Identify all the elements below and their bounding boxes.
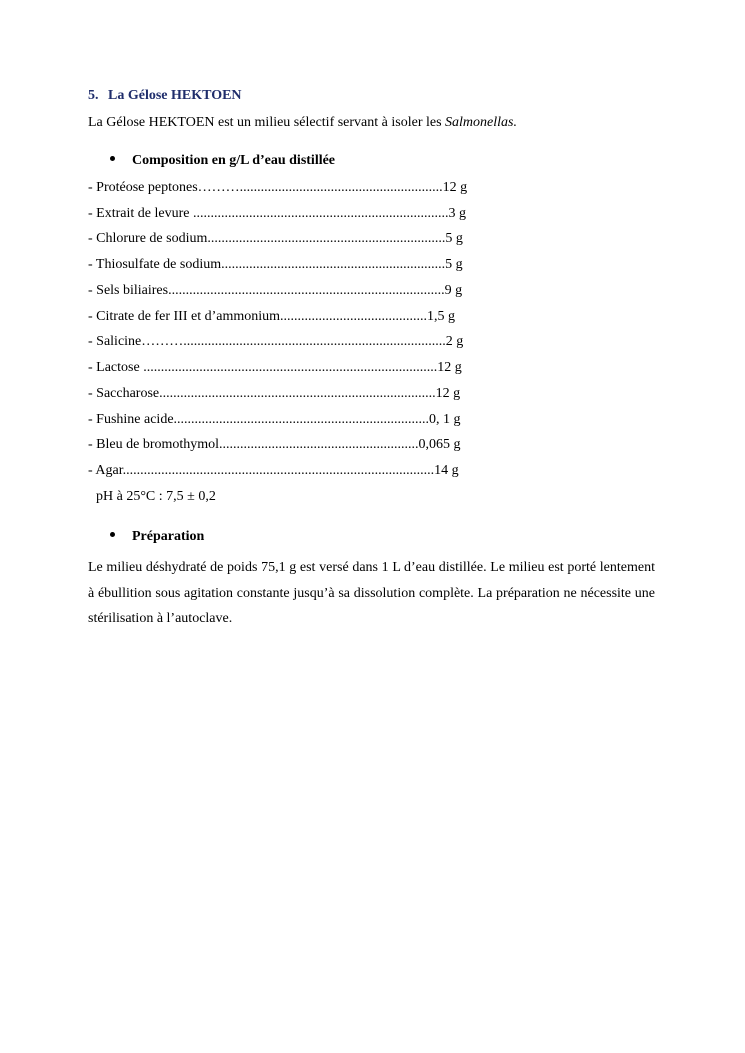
preparation-paragraph: Le milieu déshydraté de poids 75,1 g est versé dans 1 L d’eau distillée. Le milieu est porté lentement à ébullition sous agitation constante jusqu’à sa dissolution complète. La préparation ne nécessite une stérilisation à l’autoclave. [88, 560, 655, 626]
item-text: - Citrate de fer III et d’ammonium..........................................1,5 g [88, 309, 456, 324]
intro-italic: Salmonellas. [445, 115, 517, 130]
composition-item [88, 283, 462, 299]
composition-item [88, 257, 463, 273]
composition-title: Composition en g/L d’eau distillée [132, 153, 336, 168]
item-text: - Chlorure de sodium....................................................................5 g [88, 231, 463, 246]
item-text: - Bleu de bromothymol.........................................................0,065 g [88, 437, 461, 452]
item-text: - Agar.........................................................................................14 g [88, 463, 459, 478]
preparation-title: Préparation [132, 529, 205, 544]
section-title: La Gélose HEKTOEN [108, 88, 242, 103]
ph-value: pH à 25°C : 7,5 ± 0,2 [96, 489, 216, 504]
item-text: - Thiosulfate de sodium................................................................5 g [88, 257, 463, 272]
item-text: - Fushine acide.........................................................................0, 1 g [88, 412, 461, 427]
composition-heading [110, 153, 335, 169]
composition-item [88, 386, 460, 402]
item-text: - Lactose ....................................................................................12 g [88, 360, 462, 375]
composition-item [88, 206, 466, 222]
composition-item [88, 180, 467, 196]
item-text: - Salicine………...........................................................................2 g [88, 334, 464, 349]
bullet-icon [110, 156, 115, 161]
composition-item [88, 231, 463, 247]
composition-item [88, 334, 463, 350]
composition-item [88, 412, 461, 428]
section-heading [88, 88, 242, 104]
bullet-icon [110, 532, 115, 537]
preparation-heading [110, 529, 204, 545]
composition-item [88, 360, 462, 376]
section-number: 5. [88, 88, 99, 103]
item-text: - Extrait de levure .........................................................................3 g [88, 206, 466, 221]
intro-paragraph [88, 115, 517, 131]
composition-item [88, 437, 461, 453]
composition-item [88, 309, 455, 325]
item-text: - Protéose peptones………..........................................................12 g [88, 180, 468, 195]
intro-text: La Gélose HEKTOEN est un milieu sélectif servant à isoler les [88, 115, 446, 130]
item-text: - Sels biliaires...............................................................................9 g [88, 283, 463, 298]
composition-item [88, 463, 459, 479]
item-text: - Saccharose...............................................................................12 g [88, 386, 461, 401]
